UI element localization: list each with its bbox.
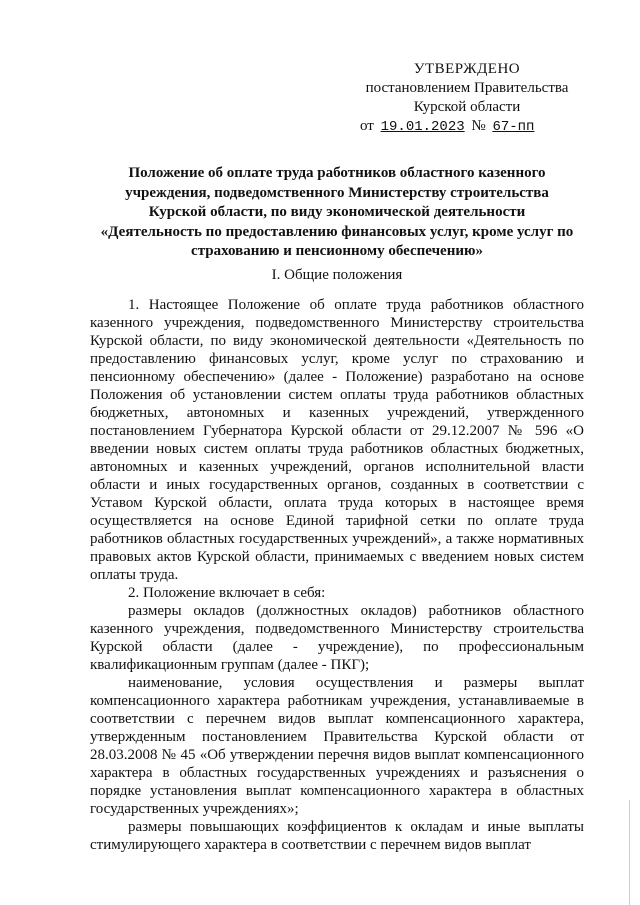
approval-from-label: от	[360, 118, 374, 134]
paragraph: размеры повышающих коэффициентов к окладам и иные выплаты стимулирующего характера в соответствии с перечнем видов выплат	[90, 819, 584, 853]
document-body	[90, 296, 584, 854]
approval-date: 19.01.2023	[380, 119, 465, 135]
approval-number-sign: №	[471, 118, 486, 134]
section-title: I. Общие положения	[271, 267, 403, 283]
approval-title: УТВЕРЖДЕНО	[413, 61, 521, 77]
approval-line-1: постановлением Правительства	[365, 80, 569, 96]
paragraph: наименование, условия осуществления и размеры выплат компенсационного характера работникам учреждения, устанавливаемые в соответствии с перечнем видов выплат компенсационного характера, утвержденным постановлением Правительства Курской области от 28.03.2008 № 45 «Об утверждении перечня видов выплат компенсационного характера в областных государственных учреждениях и разъяснения о порядке установления выплат компенсационного характера в областных государственных учреждениях»;	[90, 675, 584, 817]
heading-line: Положение об оплате труда работников областного казенного	[128, 165, 546, 181]
approval-number: 67-пп	[492, 119, 535, 135]
heading-line: Курской области, по виду экономической деятельности	[148, 204, 526, 220]
paragraph: 1. Настоящее Положение об оплате труда работников областного казенного учреждения, подведомственного Министерству строительства Курской области, по виду экономической деятельности «Деятельность по предоставлению финансовых услуг, кроме услуг по страхованию и пенсионному обеспечению» (далее - Положение) разработано на основе Положения об установлении систем оплаты труда работников областных бюджетных, автономных и казенных учреждений, утвержденного постановлением Губернатора Курской области от 29.12.2007 № 596 «О введении новых систем оплаты труда работников областных бюджетных, автономных и казенных учреждений, органов исполнительной власти области и иных государственных органов, созданных в соответствии с Уставом Курской области, оплата труда которых в настоящее время осуществляется на основе Единой тарифной сетки по оплате труда работников областных государственных учреждений», а также нормативных правовых актов Курской области, принимаемых с введением новых систем оплаты труда.	[90, 297, 584, 583]
document-heading	[90, 164, 584, 262]
approval-stamp	[352, 60, 582, 137]
heading-line: учреждения, подведомственного Министерству строительства	[125, 184, 549, 201]
scan-edge-line	[629, 800, 630, 905]
paragraph: размеры окладов (должностных окладов) работников областного казенного учреждения, подведомственного Министерству строительства Курской области (далее - учреждение), по профессиональным квалификационным группам (далее - ПКГ);	[90, 603, 584, 673]
approval-date-line	[352, 117, 582, 137]
heading-line: страхованию и пенсионному обеспечению»	[191, 243, 483, 259]
heading-line: «Деятельность по предоставлению финансовых услуг, кроме услуг по	[100, 223, 574, 240]
approval-line-2: Курской области	[413, 99, 521, 115]
paragraph: 2. Положение включает в себя:	[128, 585, 326, 601]
